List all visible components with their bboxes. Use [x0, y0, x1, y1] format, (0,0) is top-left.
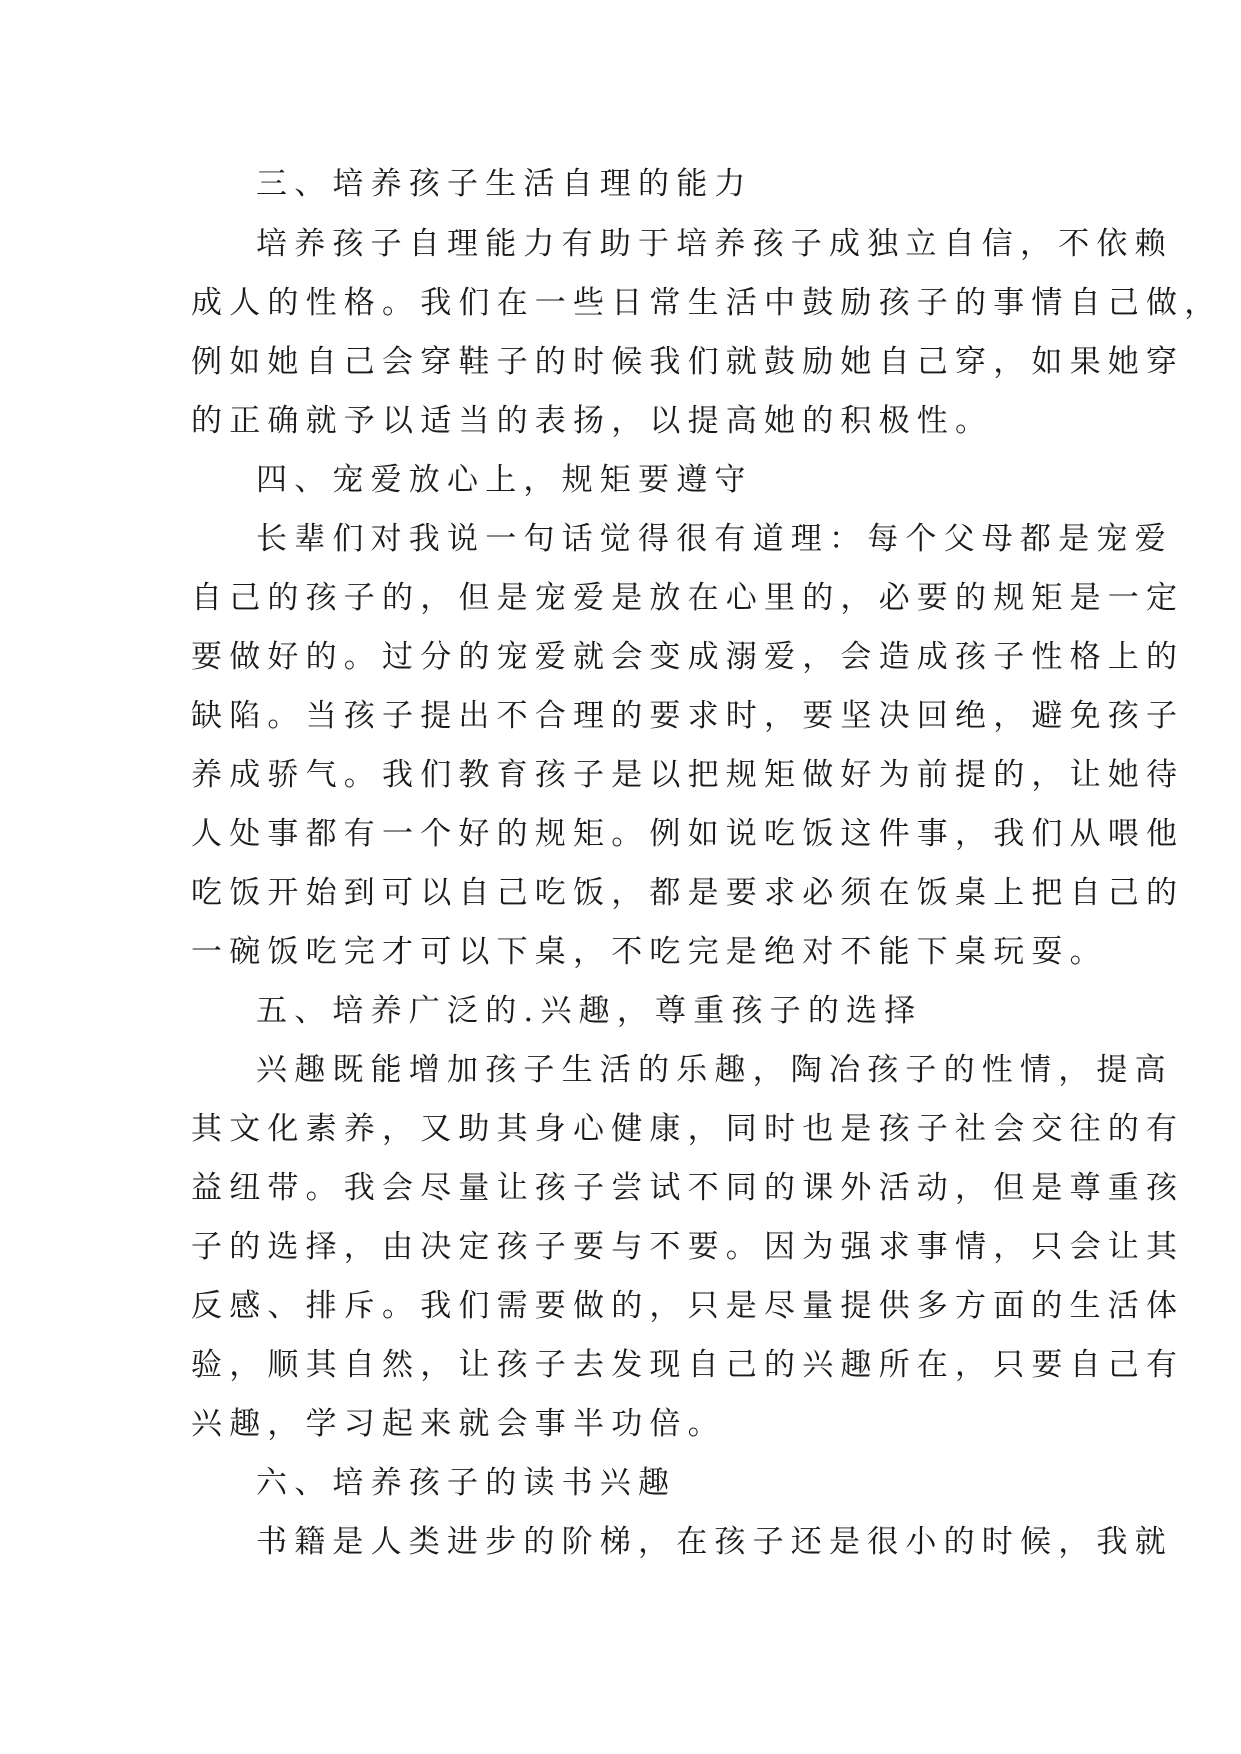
- paragraph-line: 长辈们对我说一句话觉得很有道理：每个父母都是宠爱: [256, 521, 1173, 557]
- paragraph-line: 兴趣，学习起来就会事半功倍。: [191, 1406, 726, 1442]
- paragraph-line: 的正确就予以适当的表扬，以提高她的积极性。: [191, 403, 994, 439]
- paragraph-line: 益纽带。我会尽量让孩子尝试不同的课外活动，但是尊重孩: [191, 1170, 1185, 1206]
- paragraph-line: 吃饭开始到可以自己吃饭，都是要求必须在饭桌上把自己的: [191, 875, 1185, 911]
- paragraph-line: 一碗饭吃完才可以下桌，不吃完是绝对不能下桌玩耍。: [191, 934, 1108, 970]
- paragraph-line: 缺陷。当孩子提出不合理的要求时，要坚决回绝，避免孩子: [191, 698, 1185, 734]
- paragraph-line: 自己的孩子的，但是宠爱是放在心里的，必要的规矩是一定: [191, 580, 1185, 616]
- section-heading-5: 五、培养广泛的.兴趣，尊重孩子的选择: [256, 993, 923, 1029]
- paragraph-line: 书籍是人类进步的阶梯，在孩子还是很小的时候，我就: [256, 1524, 1173, 1560]
- paragraph-line: 要做好的。过分的宠爱就会变成溺爱，会造成孩子性格上的: [191, 639, 1185, 675]
- paragraph-line: 其文化素养，又助其身心健康，同时也是孩子社会交往的有: [191, 1111, 1185, 1147]
- section-heading-3: 三、培养孩子生活自理的能力: [256, 166, 753, 202]
- section-heading-4: 四、宠爱放心上，规矩要遵守: [256, 462, 753, 498]
- paragraph-line: 反感、排斥。我们需要做的，只是尽量提供多方面的生活体: [191, 1288, 1185, 1324]
- paragraph-line: 成人的性格。我们在一些日常生活中鼓励孩子的事情自己做，: [191, 285, 1223, 321]
- paragraph-line: 兴趣既能增加孩子生活的乐趣，陶冶孩子的性情，提高: [256, 1052, 1173, 1088]
- paragraph-line: 培养孩子自理能力有助于培养孩子成独立自信，不依赖: [256, 226, 1173, 262]
- paragraph-line: 养成骄气。我们教育孩子是以把规矩做好为前提的，让她待: [191, 757, 1185, 793]
- paragraph-line: 人处事都有一个好的规矩。例如说吃饭这件事，我们从喂他: [191, 816, 1185, 852]
- paragraph-line: 子的选择，由决定孩子要与不要。因为强求事情，只会让其: [191, 1229, 1185, 1265]
- paragraph-line: 验，顺其自然，让孩子去发现自己的兴趣所在，只要自己有: [191, 1347, 1185, 1383]
- section-heading-6: 六、培养孩子的读书兴趣: [256, 1465, 677, 1501]
- paragraph-line: 例如她自己会穿鞋子的时候我们就鼓励她自己穿，如果她穿: [191, 344, 1185, 380]
